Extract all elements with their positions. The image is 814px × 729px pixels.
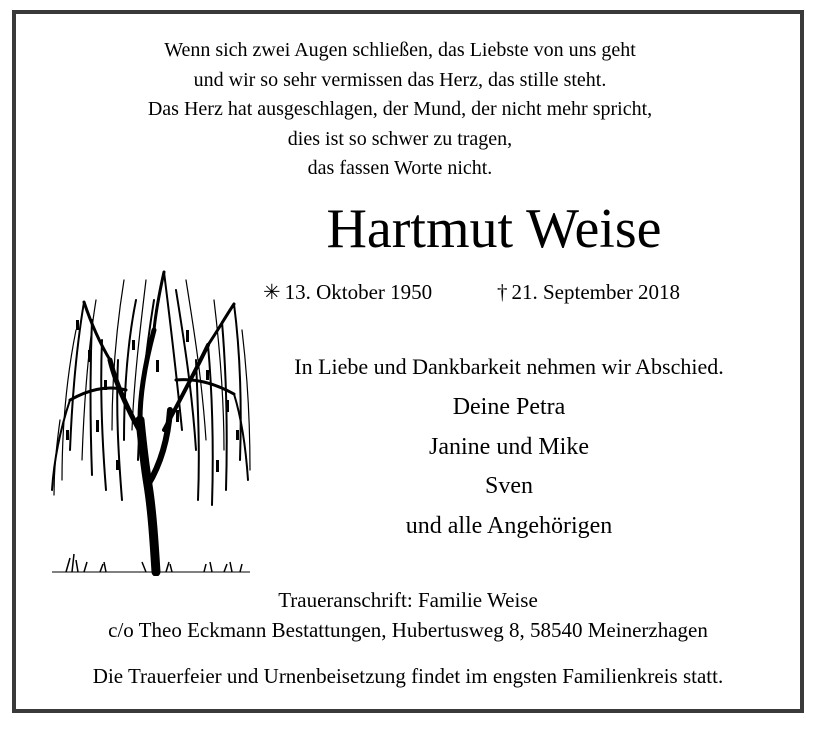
birth-date: 13. Oktober 1950 <box>284 280 433 304</box>
poem-line: das fassen Worte nicht. <box>307 157 493 179</box>
family-member: Deine Petra <box>452 394 566 420</box>
death-date: 21. September 2018 <box>511 280 681 304</box>
birth-star-icon: ✳ <box>263 280 281 304</box>
address-line: Traueranschrift: Familie Weise <box>278 588 538 612</box>
deceased-name: Hartmut Weise <box>326 198 662 260</box>
poem-line: dies ist so schwer zu tragen, <box>287 127 513 150</box>
address-line: c/o Theo Eckmann Bestattungen, Hubertusweg 8, 58540 Meinerzhagen <box>108 618 708 642</box>
poem-line: und wir so sehr vermissen das Herz, das stille steht. <box>193 68 607 91</box>
birth-date-line <box>263 278 432 306</box>
poem-line: Das Herz hat ausgeschlagen, der Mund, der nicht mehr spricht, <box>147 98 653 120</box>
farewell-text: In Liebe und Dankbarkeit nehmen wir Abschied. <box>294 354 724 379</box>
poem <box>16 36 800 184</box>
obituary-frame <box>12 10 804 713</box>
death-date-line <box>497 278 680 306</box>
family-list <box>254 388 764 546</box>
family-member: Sven <box>485 473 533 499</box>
mourning-address <box>16 585 800 645</box>
family-member: Janine und Mike <box>429 433 589 460</box>
death-cross-icon: † <box>497 280 508 304</box>
ceremony-note: Die Trauerfeier und Urnenbeisetzung findet im engsten Familienkreis statt. <box>92 664 724 688</box>
weeping-willow-icon <box>36 260 252 576</box>
poem-line: Wenn sich zwei Augen schließen, das Liebste von uns geht <box>164 39 636 61</box>
family-member: und alle Angehörigen <box>405 512 613 539</box>
